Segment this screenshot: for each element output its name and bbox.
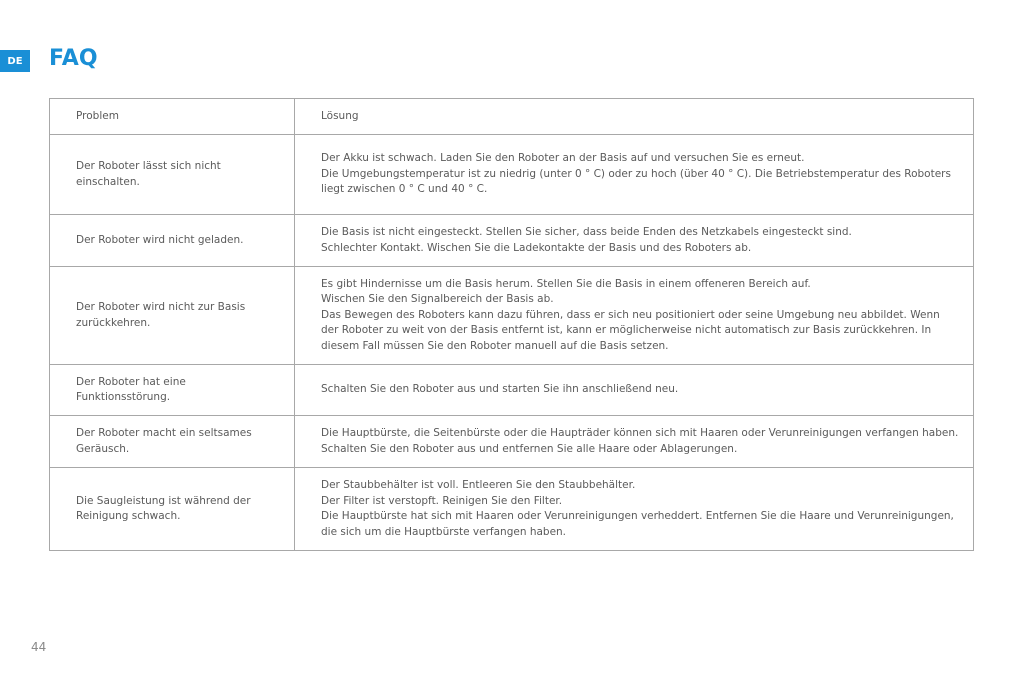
solution-line: Es gibt Hindernisse um die Basis herum. Stellen Sie die Basis in einem offeneren Bereich auf. bbox=[321, 277, 811, 290]
solution-line: Der Filter ist verstopft. Reinigen Sie den Filter. bbox=[321, 494, 563, 507]
language-badge: DE bbox=[0, 50, 30, 72]
solution-line: Die Hauptbürste, die Seitenbürste oder die Haupträder können sich mit Haaren oder Verunreinigungen verfangen haben. Schalten Sie den Roboter aus und entfernen Sie alle Haare oder Ablagerungen. bbox=[321, 427, 959, 455]
faq-table bbox=[49, 98, 974, 551]
header-problem: Problem bbox=[50, 99, 295, 135]
solution-line: Der Akku ist schwach. Laden Sie den Roboter an der Basis auf und versuchen Sie es erneut. bbox=[321, 152, 805, 165]
solution-line: Schalten Sie den Roboter aus und starten Sie ihn anschließend neu. bbox=[321, 383, 679, 396]
problem-cell: Der Roboter macht ein seltsames Geräusch. bbox=[50, 416, 295, 468]
problem-cell: Der Roboter lässt sich nicht einschalten. bbox=[50, 135, 295, 215]
table-row bbox=[50, 365, 974, 416]
solution-line: Die Basis ist nicht eingesteckt. Stellen Sie sicher, dass beide Enden des Netzkabels eingesteckt sind. bbox=[321, 226, 852, 238]
solution-line: Wischen Sie den Signalbereich der Basis ab. bbox=[321, 293, 554, 306]
problem-cell: Der Roboter wird nicht geladen. bbox=[50, 215, 295, 267]
solution-cell bbox=[295, 416, 974, 468]
header-solution: Lösung bbox=[295, 99, 974, 135]
table-row bbox=[50, 135, 974, 215]
solution-cell bbox=[295, 215, 974, 267]
solution-cell bbox=[295, 267, 974, 365]
problem-cell: Die Saugleistung ist während der Reinigung schwach. bbox=[50, 468, 295, 551]
table-row bbox=[50, 468, 974, 551]
solution-cell bbox=[295, 468, 974, 551]
page-title: FAQ bbox=[49, 46, 98, 71]
solution-cell bbox=[295, 365, 974, 416]
table-row bbox=[50, 215, 974, 267]
solution-line: Der Staubbehälter ist voll. Entleeren Sie den Staubbehälter. bbox=[321, 479, 636, 491]
solution-line: Schlechter Kontakt. Wischen Sie die Ladekontakte der Basis und des Roboters ab. bbox=[321, 241, 752, 254]
solution-line: Die Umgebungstemperatur ist zu niedrig (unter 0 ° C) oder zu hoch (über 40 ° C). Die Betriebstemperatur des Roboters liegt zwischen 0 ° C und 40 ° C. bbox=[321, 167, 951, 196]
table-row bbox=[50, 267, 974, 365]
problem-cell: Der Roboter hat eine Funktionsstörung. bbox=[50, 365, 295, 416]
table-header-row bbox=[50, 99, 974, 135]
solution-line: Das Bewegen des Roboters kann dazu führen, dass er sich neu positioniert oder seine Umgebung neu abbildet. Wenn der Roboter zu weit von der Basis entfernt ist, kann er möglicherweise nicht automatisch zur Basis zurückkehren. In diesem Fall müssen Sie den Roboter manuell auf die Basis setzen. bbox=[321, 308, 940, 352]
page-number: 44 bbox=[31, 640, 47, 654]
table-row bbox=[50, 416, 974, 468]
solution-line: Die Hauptbürste hat sich mit Haaren oder Verunreinigungen verheddert. Entfernen Sie die Haare und Verunreinigungen, die sich um die Hauptbürste verfangen haben. bbox=[321, 510, 954, 538]
solution-cell bbox=[295, 135, 974, 215]
problem-cell: Der Roboter wird nicht zur Basis zurückkehren. bbox=[50, 267, 295, 365]
